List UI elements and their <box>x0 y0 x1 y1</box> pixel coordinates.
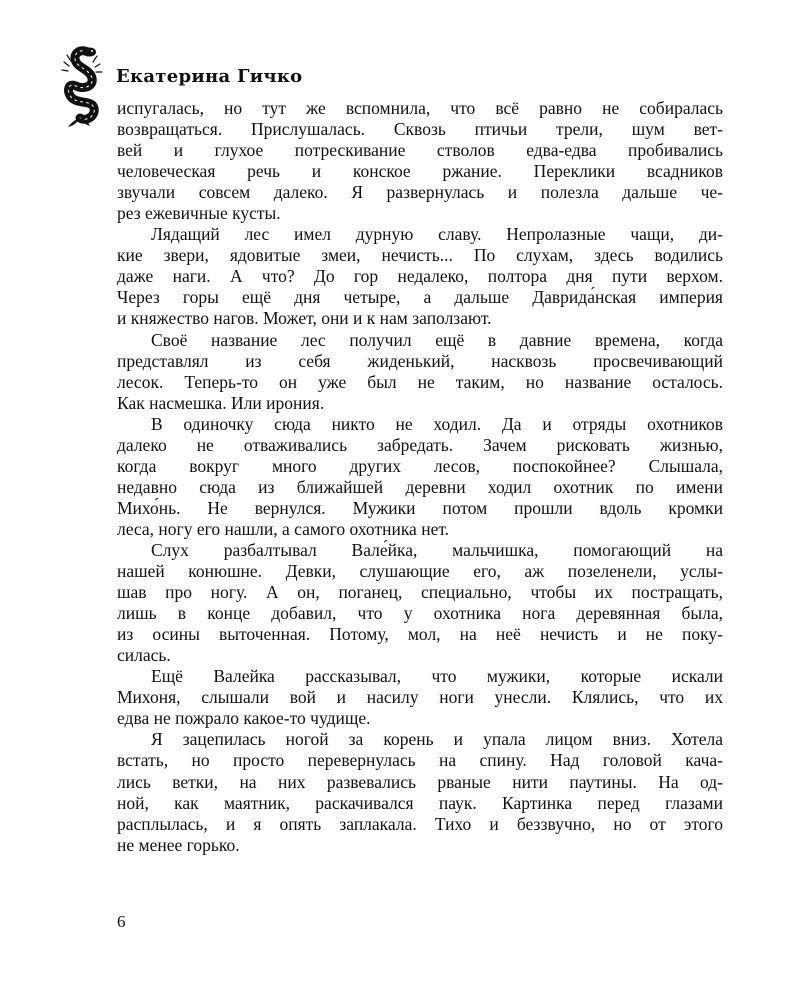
paragraph <box>117 414 723 540</box>
paragraph <box>117 729 723 855</box>
snake-emblem-icon <box>58 44 106 128</box>
text-line: шав про ногу. А он, поганец, специально, чтобы их постращать, <box>117 582 723 603</box>
text-line: Через горы ещё дня четыре, а дальше Даврида́нская империя <box>117 287 723 308</box>
text-line: леса, ногу его нашли, а самого охотника нет. <box>117 518 450 539</box>
paragraph <box>117 224 723 329</box>
text-line: рез ежевичные кусты. <box>117 203 281 224</box>
text-line: испугалась, но тут же вспомнила, что всё равно не собиралась <box>117 98 723 118</box>
text-line: В одиночку сюда никто не ходил. Да и отряды охотников <box>151 413 723 434</box>
text-line: силась. <box>117 645 171 666</box>
paragraph <box>117 98 723 224</box>
paragraph <box>117 666 723 729</box>
text-line: Своё название лес получил ещё в давние времена, когда <box>151 329 723 350</box>
paragraph <box>117 330 723 414</box>
text-line: лесок. Теперь-то он уже был не таким, но название осталось. <box>117 371 723 392</box>
author-name: Екатерина Гичко <box>116 66 303 87</box>
text-line: расплылась, и я опять заплакала. Тихо и беззвучно, но от этого <box>117 813 723 834</box>
text-line: звучали совсем далеко. Я развернулась и полезла дальше че- <box>117 182 723 203</box>
text-line: Михо́нь. Не вернулся. Мужики потом прошли вдоль кромки <box>117 497 723 518</box>
text-line: Лядащий лес имел дурную славу. Непролазные чащи, ди- <box>151 224 723 245</box>
text-line: даже наги. А что? До гор недалеко, полтора дня пути верхом. <box>117 266 723 287</box>
text-line: и княжество нагов. Может, они и к нам заползают. <box>117 308 492 329</box>
text-line: кие звери, ядовитые змеи, нечисть... По слухам, здесь водились <box>117 245 723 266</box>
text-line: человеческая речь и конское ржание. Переклики всадников <box>117 161 723 182</box>
text-line: Михоня, слышали вой и насилу ноги унесли. Клялись, что их <box>117 687 723 708</box>
text-line: нашей конюшне. Девки, слушающие его, аж позеленели, услы- <box>117 561 723 582</box>
text-line: из осины выточенная. Потому, мол, на неё нечисть и не поку- <box>117 624 723 645</box>
text-line: Слух разбалтывал Вале́йка, мальчишка, помогающий на <box>151 539 723 560</box>
text-line: ной, как маятник, раскачивался паук. Картинка перед глазами <box>117 792 723 813</box>
text-line: едва не пожрало какое-то чудище. <box>117 708 371 729</box>
text-line: недавно сюда из ближайшей деревни ходил охотник по имени <box>117 476 723 497</box>
text-line: лишь в конце добавил, что у охотника нога деревянная была, <box>117 603 723 624</box>
text-line: Как насмешка. Или ирония. <box>117 392 325 413</box>
body-text <box>117 98 723 856</box>
text-line: возвращаться. Прислушалась. Сквозь птичьи трели, шум вет- <box>117 119 723 140</box>
text-line: представлял из себя жиденький, насквозь просвечивающий <box>117 350 723 371</box>
text-line: Ещё Валейка рассказывал, что мужики, которые искали <box>151 666 723 687</box>
paragraph <box>117 540 723 666</box>
text-line: лись ветки, на них развевались рваные нити паутины. На од- <box>117 771 723 792</box>
page-number: 6 <box>117 912 126 931</box>
text-line: не менее горько. <box>117 834 240 855</box>
text-line: далеко не отваживались забредать. Зачем рисковать жизнью, <box>117 434 723 455</box>
text-line: вей и глухое потрескивание стволов едва-едва пробивались <box>117 140 723 161</box>
text-line: Я зацепилась ногой за корень и упала лицом вниз. Хотела <box>151 729 723 750</box>
text-line: когда вокруг много других лесов, поспокойнее? Слышала, <box>117 455 723 476</box>
text-line: встать, но просто перевернулась на спину. Над головой кача- <box>117 750 723 771</box>
